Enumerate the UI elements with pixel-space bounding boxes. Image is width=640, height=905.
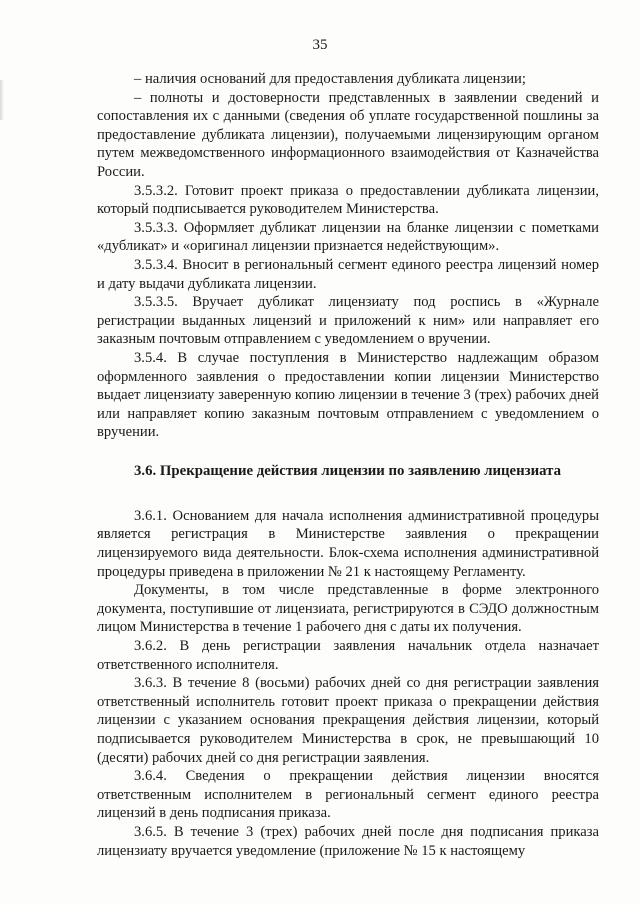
page-number: 35 [312,37,328,53]
scan-edge-shadow [0,80,4,120]
paragraph-3-6-2: 3.6.2. В день регистрации заявления начальник отдела назначает ответственного исполнителя. [97,638,599,673]
paragraph-3-5-3-3: 3.5.3.3. Оформляет дубликат лицензии на бланке лицензии с пометками «дубликат» и «оригинал лицензии признается недействующим». [97,219,599,255]
list-item-dash: – наличия оснований для предоставления дубликата лицензии; [134,71,526,87]
document-body [97,70,599,860]
paragraph-3-6-4: 3.6.4. Сведения о прекращении действия лицензии вносятся ответственным исполнителем в региональный сегмент единого реестра лицензий в день подписания приказа. [97,768,599,822]
section-heading-3-6: 3.6. Прекращение действия лицензии по заявлению лицензиата [134,462,561,479]
paragraph-3-6-1: 3.6.1. Основанием для начала исполнения административной процедуры является регистрация в Министерстве заявления о прекращении лицензируемого вида деятельности. Блок-схема исполнения административной процедуры приведена в приложении № 21 к настоящему Регламенту. [97,507,599,580]
paragraph-3-5-3-5: 3.5.3.5. Вручает дубликат лицензиату под роспись в «Журнале регистрации выданных лицензий и приложений к ним» или направляет его заказным почтовым отправлением с уведомлением о вручении. [97,294,599,348]
paragraph-3-6-3: 3.6.3. В течение 8 (восьми) рабочих дней со дня регистрации заявления ответственный исполнитель готовит проект приказа о прекращении действия лицензии с указанием основания прекращения действия лицензии, который подписывается руководителем Министерства в срок, не превышающий 10 (десяти) рабочих дней со дня регистрации заявления. [97,675,599,766]
list-item-dash: – полноты и достоверности представленных в заявлении сведений и сопоставления их с данными (сведения об уплате государственной пошлины за предоставление дубликата лицензии), получаемыми лицензирующим органом путем межведомственного информационного взаимодействия от Казначейства России. [97,89,599,180]
paragraph-3-5-3-4: 3.5.3.4. Вносит в региональный сегмент единого реестра лицензий номер и дату выдачи дубликата лицензии. [97,256,599,292]
paragraph-3-6-5: 3.6.5. В течение 3 (трех) рабочих дней после дня подписания приказа лицензиату вручается уведомление (приложение № 15 к настоящему [97,823,599,859]
paragraph-3-5-3-2: 3.5.3.2. Готовит проект приказа о предоставлении дубликата лицензии, который подписывается руководителем Министерства. [97,182,599,218]
paragraph-documents: Документы, в том числе представленные в форме электронного документа, поступившие от лицензиата, регистрируются в СЭДО должностным лицом Министерства в течение 1 рабочего дня с даты их получения. [97,582,599,636]
paragraph-3-5-4: 3.5.4. В случае поступления в Министерство надлежащим образом оформленного заявления о предоставлении копии лицензии Министерство выдает лицензиату заверенную копию лицензии в течение 3 (трех) рабочих дней или направляет копию заказным почтовым отправлением с уведомлением о вручении. [97,349,599,441]
